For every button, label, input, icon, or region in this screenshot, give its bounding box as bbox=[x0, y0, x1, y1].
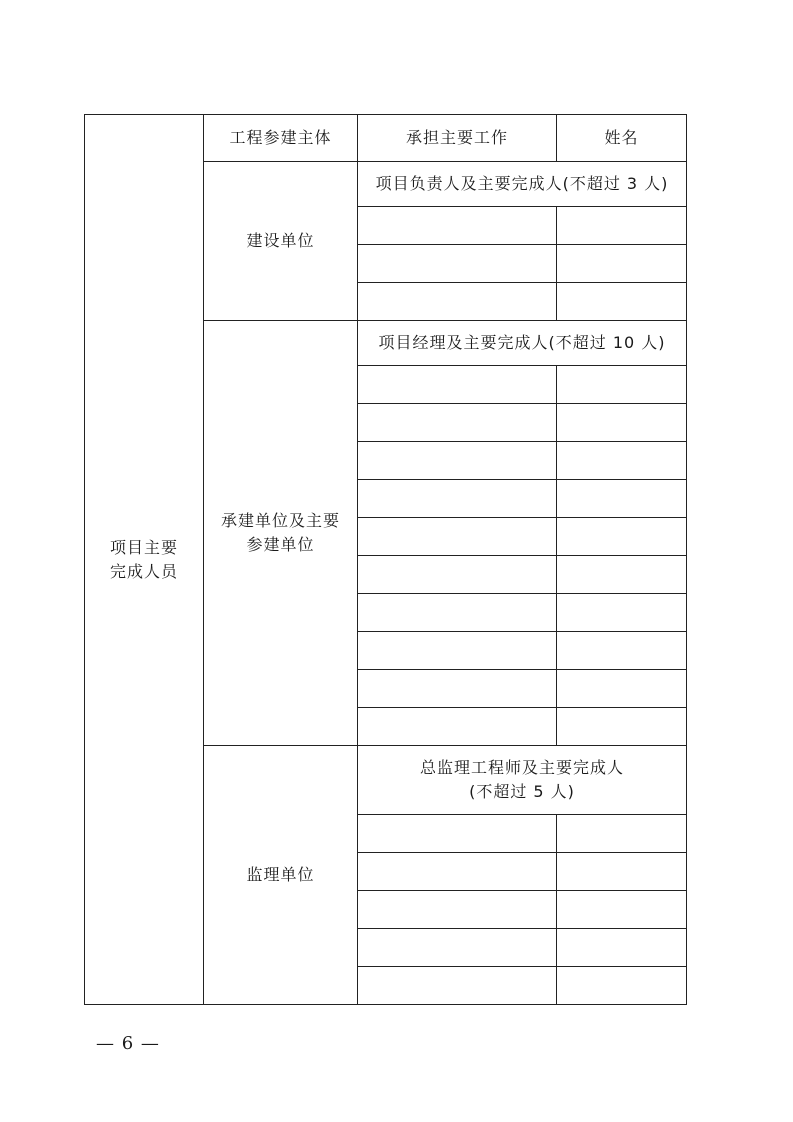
duty-cell[interactable] bbox=[358, 404, 557, 442]
name-cell[interactable] bbox=[557, 967, 687, 1005]
duty-cell[interactable] bbox=[358, 594, 557, 632]
subheader-supervision-line1: 总监理工程师及主要完成人 bbox=[419, 758, 624, 777]
duty-cell[interactable] bbox=[358, 670, 557, 708]
duty-cell[interactable] bbox=[358, 853, 557, 891]
duty-cell[interactable] bbox=[358, 556, 557, 594]
subheader-supervision bbox=[358, 746, 687, 815]
duty-cell[interactable] bbox=[358, 967, 557, 1005]
duty-cell[interactable] bbox=[358, 480, 557, 518]
entity-construction-unit: 建设单位 bbox=[204, 162, 358, 321]
name-cell[interactable] bbox=[557, 815, 687, 853]
name-cell[interactable] bbox=[557, 245, 687, 283]
entity-contractor-unit: 承建单位及主要 参建单位 bbox=[204, 321, 358, 746]
subheader-contractor: 项目经理及主要完成人(不超过 10 人) bbox=[358, 321, 687, 366]
header-name: 姓名 bbox=[557, 115, 687, 162]
duty-cell[interactable] bbox=[358, 283, 557, 321]
name-cell[interactable] bbox=[557, 556, 687, 594]
name-cell[interactable] bbox=[557, 404, 687, 442]
header-duty: 承担主要工作 bbox=[358, 115, 557, 162]
duty-cell[interactable] bbox=[358, 891, 557, 929]
duty-cell[interactable] bbox=[358, 245, 557, 283]
duty-cell[interactable] bbox=[358, 632, 557, 670]
entity-supervision-unit: 监理单位 bbox=[204, 746, 358, 1005]
duty-cell[interactable] bbox=[358, 815, 557, 853]
name-cell[interactable] bbox=[557, 929, 687, 967]
duty-cell[interactable] bbox=[358, 929, 557, 967]
duty-cell[interactable] bbox=[358, 207, 557, 245]
header-row bbox=[85, 115, 687, 162]
name-cell[interactable] bbox=[557, 632, 687, 670]
name-cell[interactable] bbox=[557, 594, 687, 632]
duty-cell[interactable] bbox=[358, 366, 557, 404]
subheader-supervision-line2: (不超过 5 人) bbox=[469, 782, 575, 801]
name-cell[interactable] bbox=[557, 708, 687, 746]
duty-cell[interactable] bbox=[358, 442, 557, 480]
name-cell[interactable] bbox=[557, 283, 687, 321]
duty-cell[interactable] bbox=[358, 708, 557, 746]
name-cell[interactable] bbox=[557, 480, 687, 518]
name-cell[interactable] bbox=[557, 670, 687, 708]
name-cell[interactable] bbox=[557, 366, 687, 404]
main-category-label: 项目主要 完成人员 bbox=[85, 115, 204, 1005]
name-cell[interactable] bbox=[557, 207, 687, 245]
name-cell[interactable] bbox=[557, 442, 687, 480]
name-cell[interactable] bbox=[557, 853, 687, 891]
duty-cell[interactable] bbox=[358, 518, 557, 556]
header-entity: 工程参建主体 bbox=[204, 115, 358, 162]
personnel-table bbox=[84, 114, 687, 1005]
name-cell[interactable] bbox=[557, 891, 687, 929]
name-cell[interactable] bbox=[557, 518, 687, 556]
page-number: — 6 — bbox=[96, 1033, 160, 1054]
subheader-construction: 项目负责人及主要完成人(不超过 3 人) bbox=[358, 162, 687, 207]
